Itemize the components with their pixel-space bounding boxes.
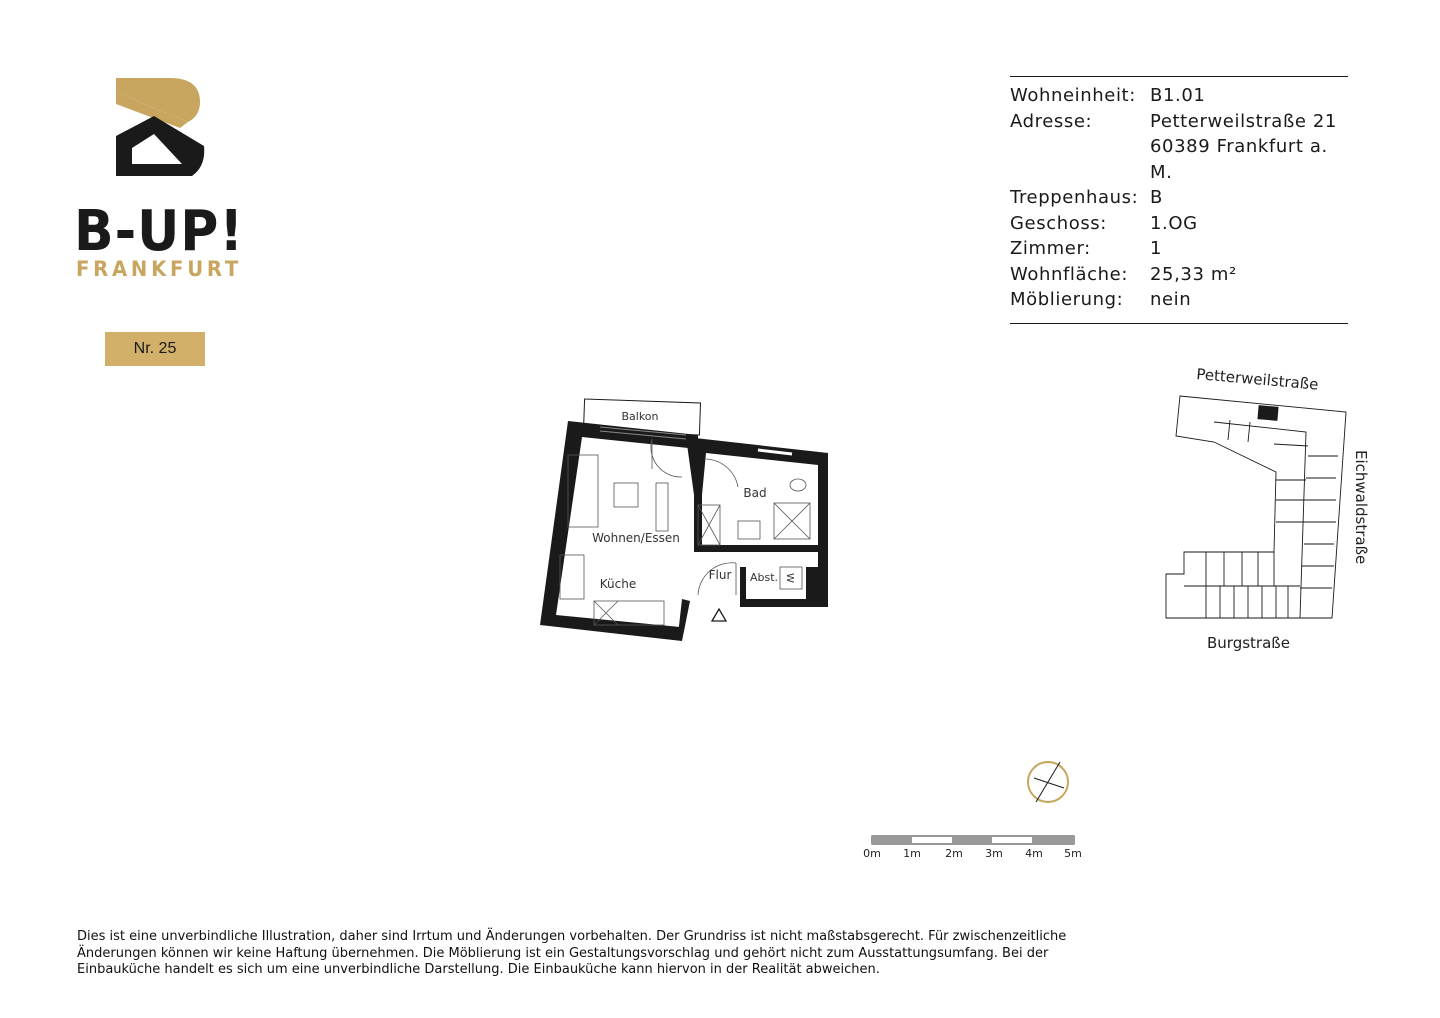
washer-label: W: [784, 573, 795, 583]
room-label-living: Wohnen/Essen: [592, 531, 680, 545]
unit-number-label: Nr. 25: [133, 340, 177, 357]
street-south-label: Burgstraße: [1207, 634, 1290, 652]
room-label-hall: Flur: [708, 568, 732, 582]
info-key: Wohneinheit:: [1010, 85, 1136, 106]
info-value: B1.01: [1150, 85, 1206, 106]
logo-dark-mark: [116, 116, 204, 176]
room-label-kitchen: Küche: [599, 577, 637, 591]
info-key: Adresse:: [1010, 110, 1093, 132]
logo-city: FRANKFURT: [76, 257, 242, 281]
building-outline: [1166, 396, 1346, 618]
street-north-label: Petterweilstraße: [1195, 365, 1320, 394]
info-value: nein: [1150, 289, 1192, 310]
unit-info-table: [1010, 76, 1348, 324]
info-value: 1.OG: [1150, 212, 1198, 234]
info-row: [1010, 185, 1348, 211]
info-key: Möblierung:: [1010, 289, 1124, 310]
logo-wordmark: B-UP!: [74, 199, 244, 264]
scale-tick: 1m: [903, 847, 921, 860]
north-arrow-icon: [1024, 758, 1072, 806]
info-value: B: [1150, 187, 1163, 208]
entrance-triangle-icon: [712, 609, 726, 621]
scale-tick: 5m: [1064, 847, 1082, 860]
info-row: [1010, 109, 1348, 135]
info-key: Wohnfläche:: [1010, 263, 1128, 285]
info-row: [1010, 236, 1348, 262]
info-key: [1010, 134, 1150, 185]
floor-plan: [530, 395, 840, 655]
info-value: 25,33 m²: [1150, 263, 1237, 285]
room-label-bath: Bad: [743, 486, 767, 500]
info-value: 60389 Frankfurt a. M.: [1150, 136, 1328, 183]
info-row: [1010, 134, 1348, 185]
info-key: Treppenhaus:: [1010, 187, 1139, 208]
info-row: [1010, 262, 1348, 288]
scale-tick: 2m: [945, 847, 963, 860]
info-row: [1010, 287, 1348, 313]
site-plan: [1150, 360, 1380, 660]
scale-bar: [860, 832, 1090, 864]
disclaimer-text: Dies ist eine unverbindliche Illustration, daher sind Irrtum und Änderungen vorbehalten. Der Grundriss ist nicht maßstabsgerecht. Für zwischenzeitliche Änderungen können wir keine Haftung übernehmen. Die Möblierung ist ein Gestaltungsvorschlag und gehört nicht zum Ausstattungsumfang. Bei der Einbauküche handelt es sich um eine unverbindliche Darstellung. Die Einbauküche kann hiervon in der Realität abweichen.: [77, 929, 1067, 977]
scale-tick: 3m: [985, 847, 1003, 860]
info-row: [1010, 211, 1348, 237]
balcony-label: Balkon: [621, 410, 659, 423]
scale-tick: 4m: [1025, 847, 1043, 860]
info-key: Geschoss:: [1010, 212, 1107, 234]
street-east-label: Eichwaldstraße: [1352, 450, 1370, 565]
unit-number-badge: [105, 332, 205, 366]
info-value: 1: [1150, 238, 1163, 259]
info-value: Petterweilstraße 21: [1150, 110, 1337, 132]
unit-location-marker: [1257, 405, 1278, 421]
info-row: [1010, 83, 1348, 109]
info-key: Zimmer:: [1010, 238, 1091, 259]
room-label-storage: Abst.: [749, 571, 779, 584]
scale-tick: 0m: [863, 847, 881, 860]
brand-logo: [70, 70, 260, 285]
